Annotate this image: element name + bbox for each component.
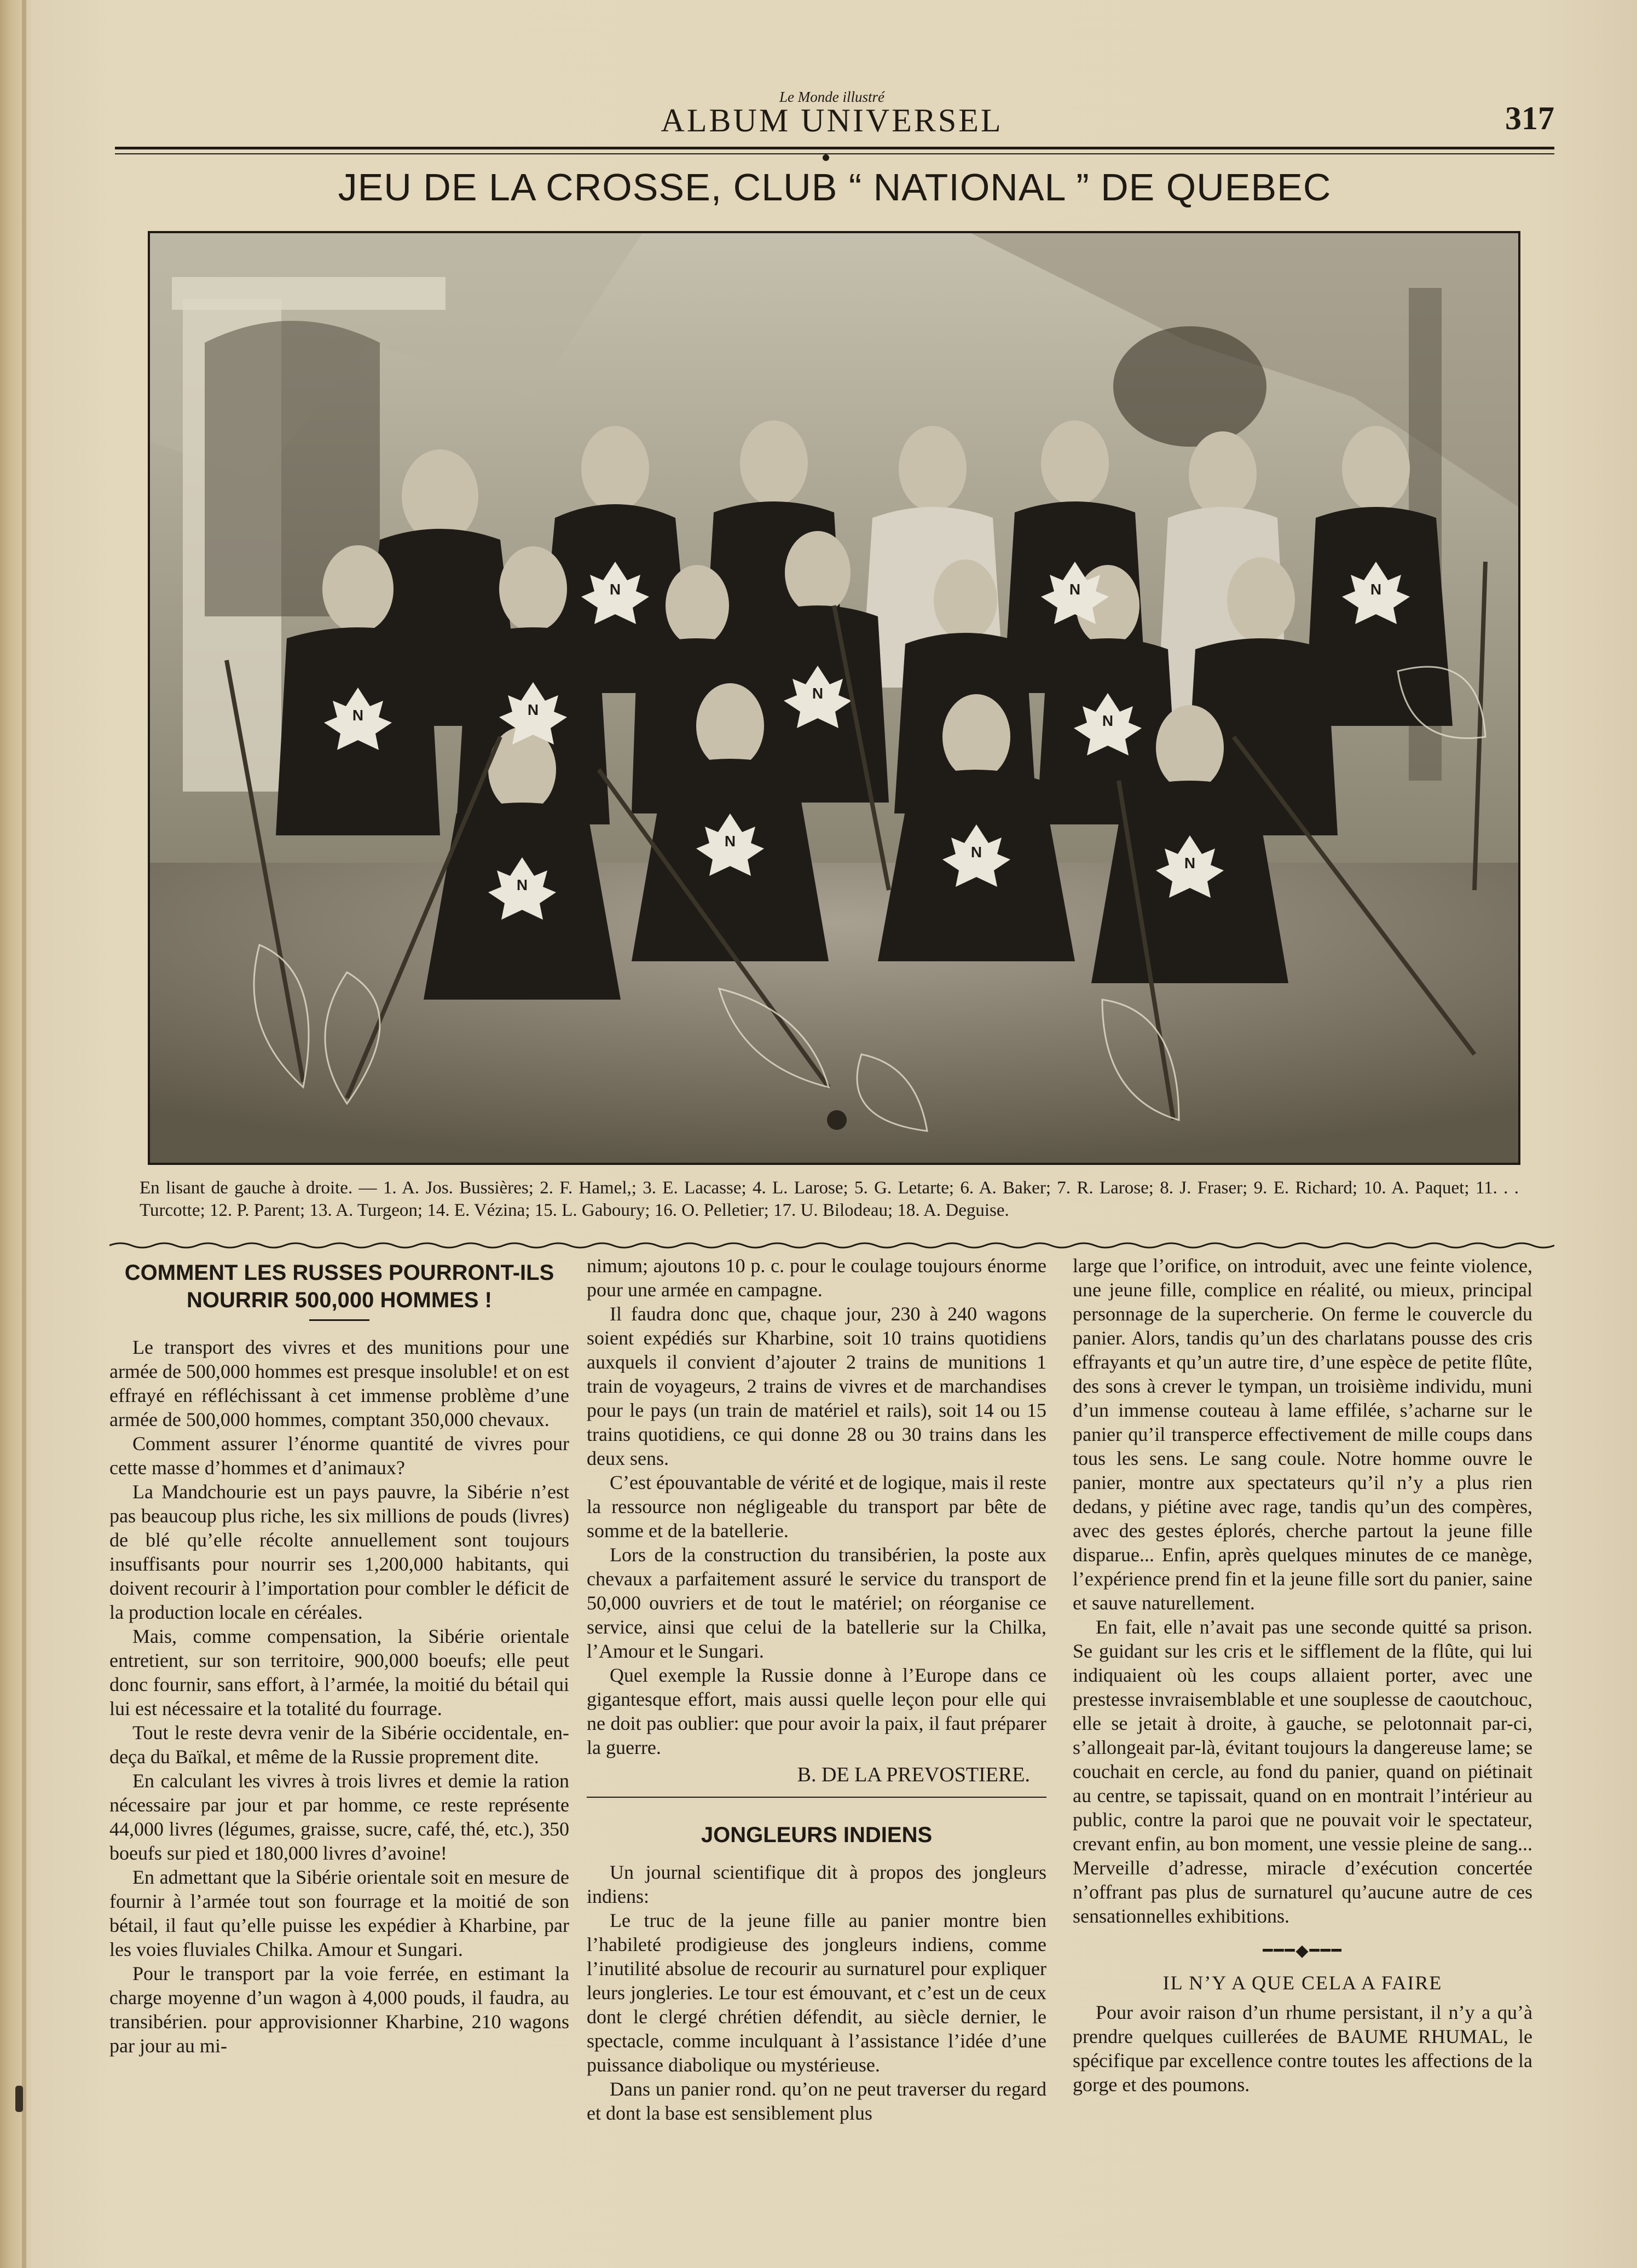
paragraph: Quel exemple la Russie donne à l’Europe dans ce gigantesque effort, mais aussi quelle leçon pour elle qui ne doit pas oublier: que pour avoir la paix, il faut préparer la guerre.	[587, 1664, 1046, 1758]
section-divider	[109, 1240, 1554, 1251]
jersey-letter: N	[724, 833, 736, 850]
paragraph: Pour le transport par la voie ferrée, en estimant la charge moyenne d’un wagon à 4,000 pouds, il faudra, au transibérien. pour approvisionner Kharbine, 210 wagons par jour au mi-	[109, 1963, 569, 2057]
paragraph: large que l’orifice, on introduit, avec une feinte violence, une jeune fille, complice en réalité, ou mieux, principal personnage de la supercherie. On ferme le couvercle du panier. Alors, tandis qu’un des charlatans pousse des cris effrayants et qu’un autre tire, d’une espèce de petite flûte, des sons à crever le tympan, un troisième individu, muni d’un immense couteau à lame effilée, s’acharne sur le panier qu’il transperce effectivement de mille coups dans tous les sens. Le sang coule. Notre homme ouvre le panier, montre aux spectateurs qu’il n’y a plus rien dedans, y piétine avec rage, tandis qu’un des compères, avec des gestes éplorés, cherche partout la jeune fille disparue... Enfin, après quelques minutes de ce manège, l’expérience prend fin et la jeune fille sort du panier, saine et sauve naturellement.	[1073, 1255, 1532, 1614]
article3-title: IL N’Y A QUE CELA A FAIRE	[1162, 1972, 1443, 1994]
team-photo-svg	[150, 233, 1518, 1163]
jersey-letter: N	[812, 685, 824, 702]
jersey-letter: N	[516, 876, 528, 893]
paragraph: Il faudra donc que, chaque jour, 230 à 240 wagons soient expédiés sur Kharbine, soit 10 trains quotidiens auxquels il convient d’ajouter 2 trains de munitions 1 train de voyageurs, 2 trains de vivres et de marchandises pour le pays (un train de matériel et rails), soit 14 ou 15 trains quotidiens, ce qui donne 28 ou 30 trains dans les deux sens.	[587, 1303, 1046, 1469]
article1-title: COMMENT LES RUSSES POURRONT-ILS NOURRIR 500,000 HOMMES !	[124, 1261, 554, 1312]
photo-caption: En lisant de gauche à droite. — 1. A. Jos. Bussières; 2. F. Hamel,; 3. E. Lacasse; 4. L. Larose; 5. G. Letarte; 6. A. Baker; 7. R. Larose; 8. J. Fraser; 9. E. Richard; 10. A. Paquet; 11. . . Turcotte; 12. P. Parent; 13. A. Turgeon; 14. E. Vézina; 15. L. Gaboury; 16. O. Pelletier; 17. U. Bilodeau; 18. A. Deguise.	[140, 1178, 1519, 1220]
paragraph: Mais, comme compensation, la Sibérie orientale entretient, sur son territoire, 900,000 boeufs; elle peut donc fournir, sans effort, à l’armée, la moitié du bétail qui lui est nécessaire et la totalité du fourrage.	[109, 1625, 569, 1719]
paragraph: Lors de la construction du transibérien, la poste aux chevaux a parfaitement assuré le service du transport de 50,000 ouvriers et de tout le matériel; on réorganise ce service, ainsi que celui de la batellerie sur la Chilka, l’Amour et le Sungari.	[587, 1544, 1046, 1662]
jersey-letter: N	[527, 701, 539, 718]
jersey-letter: N	[1184, 855, 1196, 872]
page-number: 317	[1505, 100, 1554, 136]
paragraph: Comment assurer l’énorme quantité de vivres pour cette masse d’hommes et d’animaux?	[109, 1433, 569, 1479]
team-photograph	[148, 231, 1520, 1165]
main-title: JEU DE LA CROSSE, CLUB “ NATIONAL ” DE QUEBEC	[338, 166, 1332, 209]
paragraph: En calculant les vivres à trois livres et demie la ration nécessaire par jour et par homme, ce reste représente 44,000 livres (légumes, graisse, sucre, café, thé, etc.), 350 boeufs sur pied et 180,000 livres d’avoine!	[109, 1770, 569, 1864]
paragraph: Un journal scientifique dit à propos des jongleurs indiens:	[587, 1861, 1046, 1907]
article1-signature: B. DE LA PREVOSTIERE.	[797, 1763, 1030, 1786]
article2-title: JONGLEURS INDIENS	[701, 1823, 933, 1847]
ornament-divider: ━━━◆━━━	[1263, 1942, 1343, 1960]
paragraph: C’est épouvantable de vérité et de logique, mais il reste la ressource non négligeable du transport par bête de somme et de la batellerie.	[587, 1471, 1046, 1542]
jersey-letter: N	[1102, 712, 1114, 729]
jersey-letter: N	[352, 707, 364, 724]
paragraph: Le truc de la jeune fille au panier montre bien l’habileté prodigieuse des jongleurs indiens, comme l’inutilité absolue de recourir au surnaturel pour expliquer leurs jongleries. Le tour est émouvant, et c’est un de ceux dont le clergé chrétien défendit, au siècle dernier, le spectacle, comme inculquant à l’assistance l’idée d’une puissance diabolique ou mystérieuse.	[587, 1909, 1046, 2076]
header-rule-thin	[115, 153, 1554, 154]
margin-mark	[15, 2086, 23, 2112]
paragraph: Pour avoir raison d’un rhume persistant, il n’y a qu’à prendre quelques cuillerées de BAUME RHUMAL, le spécifique par excellence contre toutes les affections de la gorge et des poumons.	[1073, 2001, 1532, 2096]
jersey-letter: N	[970, 844, 982, 861]
page-gutter	[22, 0, 26, 2268]
column-2	[587, 1254, 1046, 2125]
paragraph: La Mandchourie est un pays pauvre, la Sibérie n’est pas beaucoup plus riche, les six millions de pouds (livres) de blé qu’elle récolte annuellement sont toujours insuffisants pour nourrir ses 1,200,000 habitants, qui doivent recourir à l’importation pour combler le déficit de la production locale en céréales.	[109, 1481, 569, 1623]
paragraph: Le transport des vivres et des munitions pour une armée de 500,000 hommes est presque insoluble! et on est effrayé en réfléchissant à cet immense problème d’une armée de 500,000 hommes, comptant 350,000 chevaux.	[109, 1336, 569, 1430]
paragraph: Tout le reste devra venir de la Sibérie occidentale, en-deça du Baïkal, et même de la Russie proprement dite.	[109, 1722, 569, 1768]
paragraph: Dans un panier rond. qu’on ne peut traverser du regard et dont la base est sensiblement plus	[587, 2078, 1046, 2124]
header-rule-thick	[115, 147, 1554, 149]
header-dot	[823, 154, 829, 161]
header-title: ALBUM UNIVERSEL	[661, 102, 1003, 138]
paragraph: En admettant que la Sibérie orientale soit en mesure de fournir à l’armée tout son fourrage et la moitié de son bétail, il faut qu’elle puisse les expédier à Kharbine, par les voies fluviales Chilka. Amour et Sungari.	[109, 1866, 569, 1960]
paragraph: nimum; ajoutons 10 p. c. pour le coulage toujours énorme pour une armée en campagne.	[587, 1255, 1046, 1301]
article-separator	[587, 1797, 1046, 1798]
jersey-letter: N	[609, 581, 621, 598]
jersey-letter: N	[1069, 581, 1081, 598]
jersey-letter: N	[1370, 581, 1382, 598]
header-small-title: Le Monde illustré	[779, 89, 884, 105]
lacrosse-ball	[827, 1110, 847, 1130]
column-3	[1073, 1254, 1532, 2097]
title-rule	[309, 1319, 369, 1321]
column-1	[109, 1254, 569, 2058]
paragraph: En fait, elle n’avait pas une seconde quitté sa prison. Se guidant sur les cris et le sifflement de la flûte, qui lui indiquaient où les coups allaient porter, avec une prestesse invraisemblable et une souplesse de caoutchouc, elle se jetait à droite, à gauche, se pelotonnait par-ci, s’allongeait par-là, évitant toujours la dangereuse lame; se couchait en cercle, au fond du panier, quand on piétinait au centre, se tapissait, quand on en montrait l’intérieur au public, contre la paroi que ne pouvait voir le spectateur, crevant enfin, au bon moment, une vessie pleine de sang... Merveille d’adresse, miracle d’exécution concertée n’offrant pas plus de surnaturel qu’aucune autre de ces sensationnelles exhibitions.	[1073, 1616, 1532, 1927]
